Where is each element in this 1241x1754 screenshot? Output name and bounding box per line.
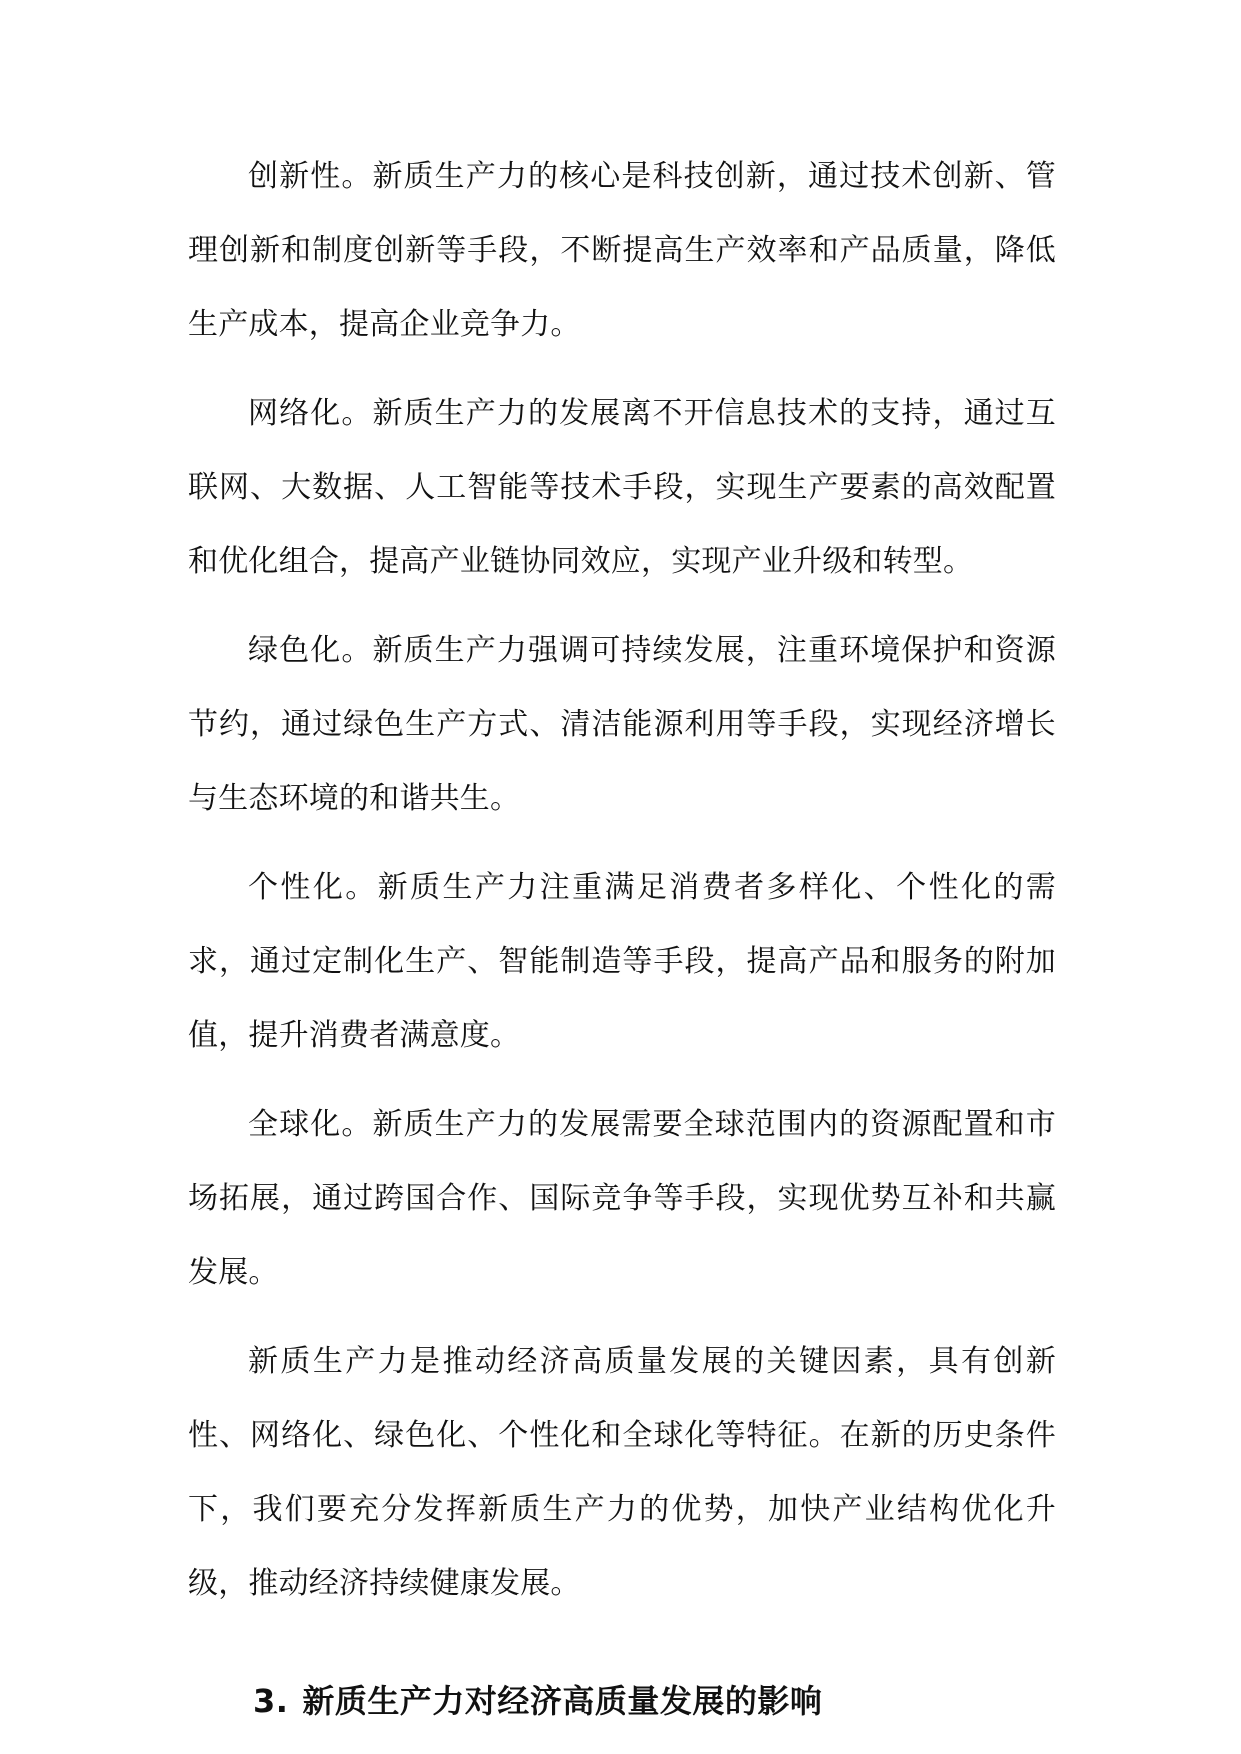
paragraph-globalization: 全球化。新质生产力的发展需要全球范围内的资源配置和市场拓展，通过跨国合作、国际竞争等手段，实现优势互补和共赢发展。 (188, 1107, 1056, 1290)
paragraph-networking: 网络化。新质生产力的发展离不开信息技术的支持，通过互联网、大数据、人工智能等技术手段，实现生产要素的高效配置和优化组合，提高产业链协同效应，实现产业升级和转型。 (188, 396, 1056, 579)
document-body (188, 140, 1056, 1731)
section-title: 新质生产力对经济高质量发展的影响 (302, 1682, 823, 1720)
paragraph-innovation: 创新性。新质生产力的核心是科技创新，通过技术创新、管理创新和制度创新等手段，不断提高生产效率和产品质量，降低生产成本，提高企业竞争力。 (188, 159, 1056, 342)
paragraph-personalization: 个性化。新质生产力注重满足消费者多样化、个性化的需求，通过定制化生产、智能制造等手段，提高产品和服务的附加值，提升消费者满意度。 (188, 870, 1056, 1053)
section-heading (253, 1671, 1056, 1731)
paragraph-summary: 新质生产力是推动经济高质量发展的关键因素，具有创新性、网络化、绿色化、个性化和全球化等特征。在新的历史条件下，我们要充分发挥新质生产力的优势，加快产业结构优化升级，推动经济持续健康发展。 (188, 1344, 1056, 1601)
section-number: 3. (253, 1682, 289, 1720)
paragraph-green: 绿色化。新质生产力强调可持续发展，注重环境保护和资源节约，通过绿色生产方式、清洁能源利用等手段，实现经济增长与生态环境的和谐共生。 (188, 633, 1056, 816)
